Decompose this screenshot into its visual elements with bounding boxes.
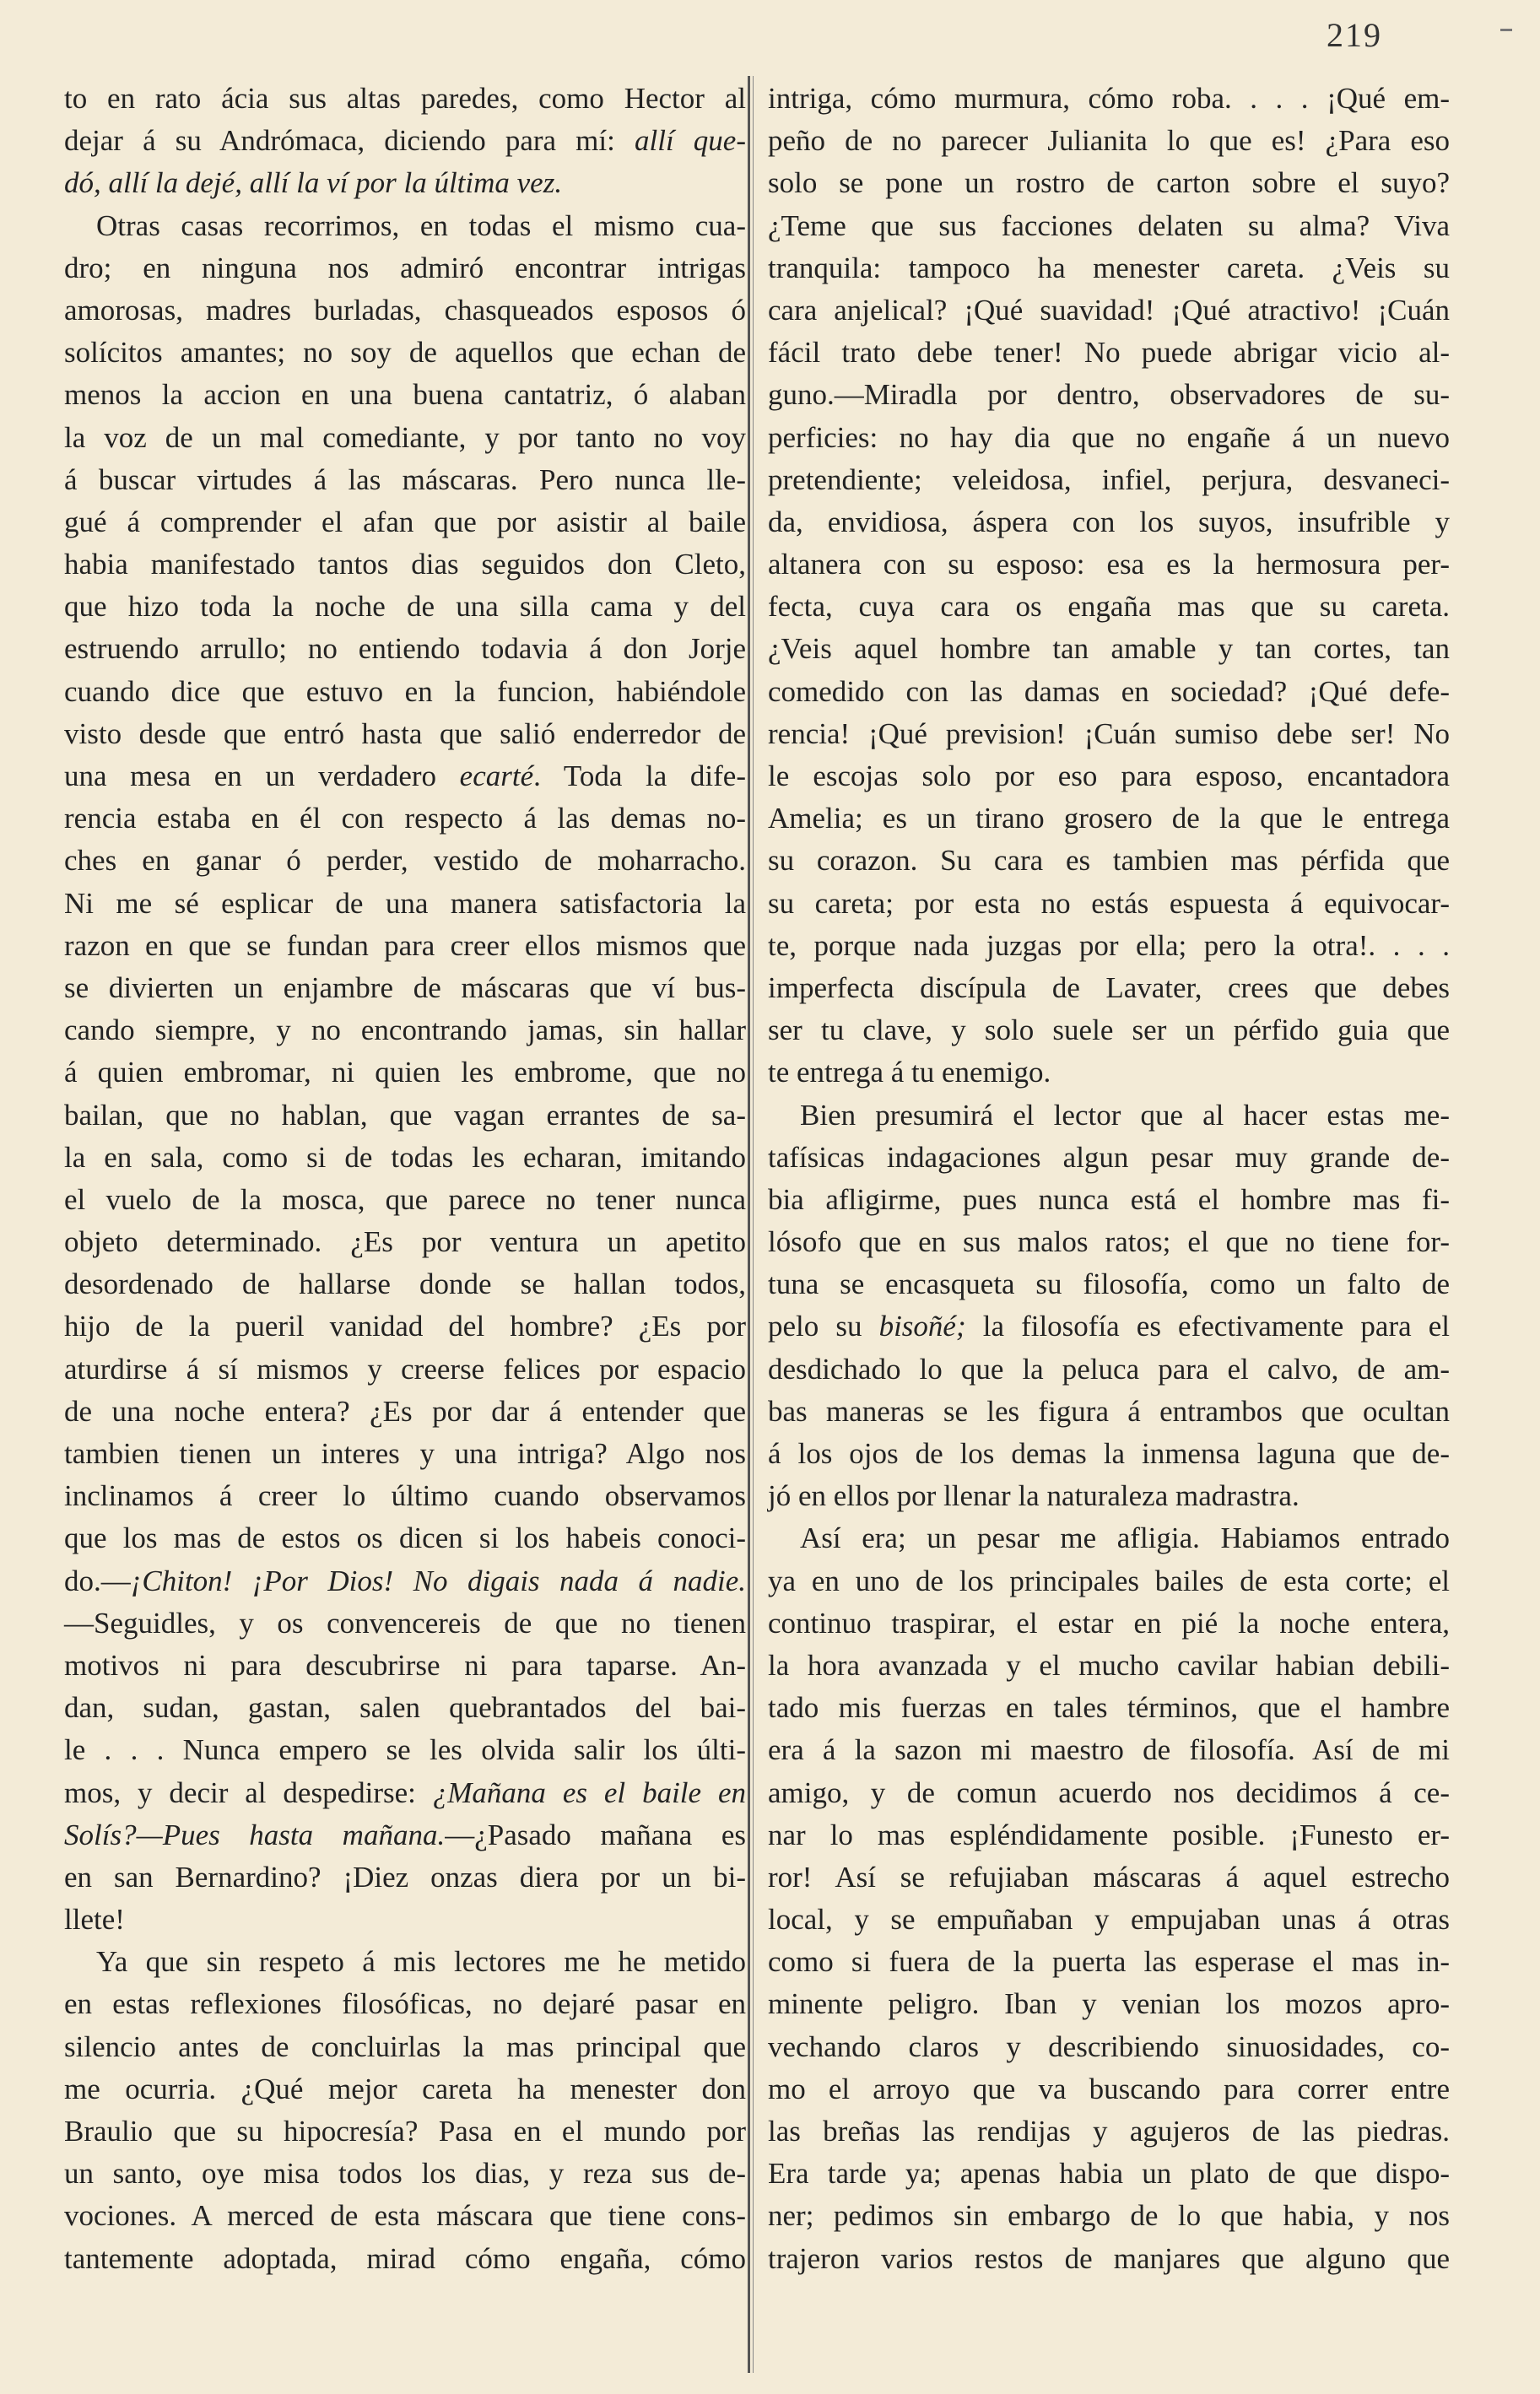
- left-column: [64, 78, 746, 2280]
- text-line: tado mis fuerzas en tales términos, que el hambre: [768, 1691, 1450, 1725]
- text-line: jó en ellos por llenar la naturaleza madrastra.: [768, 1479, 1300, 1513]
- text-line: llete!: [64, 1903, 125, 1937]
- text-line: Solís?—Pues hasta mañana.—¿Pasado mañana es: [64, 1818, 746, 1851]
- text-line: dó, allí la dejé, allí la ví por la última vez.: [64, 166, 563, 200]
- text-line: como si fuera de la puerta las esperase el mas in-: [768, 1945, 1450, 1979]
- text-line: un santo, oye misa todos los dias, y reza sus de-: [64, 2157, 746, 2191]
- right-column: [768, 78, 1450, 2280]
- text-line: ror! Así se refujiaban máscaras á aquel estrecho: [768, 1860, 1450, 1894]
- text-line: desordenado de hallarse donde se hallan todos,: [64, 1267, 746, 1301]
- text-line: nar lo mas espléndidamente posible. ¡Funesto er-: [768, 1818, 1450, 1851]
- text-line: su corazon. Su cara es tambien mas pérfida que: [768, 844, 1450, 878]
- text-line: fecta, cuya cara os engaña mas que su careta.: [768, 590, 1450, 624]
- text-line: dejar á su Andrómaca, diciendo para mí: allí que-: [64, 124, 746, 158]
- text-line: hijo de la pueril vanidad del hombre? ¿Es por: [64, 1310, 746, 1343]
- text-line: bas maneras se les figura á entrambos que ocultan: [768, 1394, 1450, 1428]
- text-line: vociones. A merced de esta máscara que tiene cons-: [64, 2199, 746, 2233]
- text-line: altanera con su esposo: esa es la hermosura per-: [768, 548, 1450, 581]
- text-line: fácil trato debe tener! No puede abrigar vicio al-: [768, 336, 1450, 370]
- text-line: vechando claros y describiendo sinuosidades, co-: [768, 2029, 1450, 2063]
- text-line: á buscar virtudes á las máscaras. Pero nunca lle-: [64, 462, 746, 496]
- text-line: aturdirse á sí mismos y creerse felices por espacio: [64, 1352, 746, 1386]
- text-line: que hizo toda la noche de una silla cama y del: [64, 590, 746, 624]
- text-line: solo se pone un rostro de carton sobre el suyo?: [768, 166, 1450, 200]
- text-line: su careta; por esta no estás espuesta á equivocar-: [768, 886, 1450, 920]
- text-line: to en rato ácia sus altas paredes, como Hector al: [64, 82, 746, 115]
- text-line: visto desde que entró hasta que salió enderredor de: [64, 716, 746, 750]
- text-line: lósofo que en sus malos ratos; el que no tiene for-: [768, 1225, 1450, 1259]
- text-line: intriga, cómo murmura, cómo roba. . . . ¡Qué em-: [768, 82, 1450, 115]
- text-line: Otras casas recorrimos, en todas el mismo cua-: [96, 208, 746, 242]
- text-line: me ocurria. ¿Qué mejor careta ha menester don: [64, 2072, 746, 2105]
- text-line: Ya que sin respeto á mis lectores me he metido: [96, 1945, 746, 1979]
- text-line: cara anjelical? ¡Qué suavidad! ¡Qué atractivo! ¡Cuán: [768, 293, 1450, 327]
- text-line: te, porque nada juzgas por ella; pero la otra!. . . .: [768, 928, 1450, 962]
- text-line: razon en que se fundan para creer ellos mismos que: [64, 928, 746, 962]
- text-line: le escojas solo por eso para esposo, encantadora: [768, 759, 1450, 792]
- text-line: inclinamos á creer lo último cuando observamos: [64, 1479, 746, 1513]
- text-line: motivos ni para descubrirse ni para taparse. An-: [64, 1648, 746, 1682]
- text-line: pelo su bisoñé; la filosofía es efectivamente para el: [768, 1310, 1450, 1343]
- text-line: bia afligirme, pues nunca está el hombre mas fi-: [768, 1182, 1450, 1216]
- text-line: guno.—Miradla por dentro, observadores de su-: [768, 378, 1450, 412]
- text-line: Braulio que su hipocresía? Pasa en el mundo por: [64, 2115, 746, 2148]
- text-line: tuna se encasqueta su filosofía, como un falto de: [768, 1267, 1450, 1301]
- text-line: Amelia; es un tirano grosero de la que le entrega: [768, 802, 1450, 835]
- text-line: minente peligro. Iban y venian los mozos apro-: [768, 1987, 1450, 2021]
- text-line: tafísicas indagaciones algun pesar muy grande de-: [768, 1140, 1450, 1174]
- text-line: se divierten un enjambre de máscaras que ví bus-: [64, 970, 746, 1004]
- text-line: bailan, que no hablan, que vagan errantes de sa-: [64, 1098, 746, 1132]
- text-line: local, y se empuñaban y empujaban unas á otras: [768, 1903, 1450, 1937]
- text-line: gué á comprender el afan que por asistir al baile: [64, 505, 746, 538]
- text-line: rencia! ¡Qué prevision! ¡Cuán sumiso debe ser! No: [768, 716, 1450, 750]
- text-line: menos la accion en una buena cantatriz, ó alaban: [64, 378, 746, 412]
- text-line: Ni me sé esplicar de una manera satisfactoria la: [64, 886, 746, 920]
- text-line: á los ojos de los demas la inmensa laguna que de-: [768, 1437, 1450, 1470]
- text-line: las breñas las rendijas y agujeros de las piedras.: [768, 2115, 1450, 2148]
- text-line: dro; en ninguna nos admiró encontrar intrigas: [64, 251, 746, 284]
- text-line: rencia estaba en él con respecto á las demas no-: [64, 802, 746, 835]
- text-line: te entrega á tu enemigo.: [768, 1056, 1051, 1089]
- column-rule-inner: [753, 76, 754, 2373]
- text-line: ¿Veis aquel hombre tan amable y tan cortes, tan: [768, 632, 1450, 666]
- text-line: ¿Teme que sus facciones delaten su alma? Viva: [768, 208, 1450, 242]
- text-line: silencio antes de concluirlas la mas principal que: [64, 2029, 746, 2063]
- text-line: estruendo arrullo; no entiendo todavia á don Jorje: [64, 632, 746, 666]
- text-line: era á la sazon mi maestro de filosofía. Así de mi: [768, 1733, 1450, 1767]
- text-line: da, envidiosa, áspera con los suyos, insufrible y: [768, 505, 1450, 538]
- text-line: le . . . Nunca empero se les olvida salir los últi-: [64, 1733, 746, 1767]
- text-line: Así era; un pesar me afligia. Habiamos entrado: [800, 1521, 1450, 1555]
- text-line: do.—¡Chiton! ¡Por Dios! No digais nada á nadie.: [64, 1564, 746, 1597]
- text-line: la en sala, como si de todas les echaran, imitando: [64, 1140, 746, 1174]
- text-line: ches en ganar ó perder, vestido de moharracho.: [64, 844, 746, 878]
- text-line: desdichado lo que la peluca para el calvo, de am-: [768, 1352, 1450, 1386]
- text-line: continuo traspirar, el estar en pié la noche entera,: [768, 1606, 1450, 1640]
- text-line: la voz de un mal comediante, y por tanto no voy: [64, 420, 746, 454]
- text-line: ser tu clave, y solo suele ser un pérfido guia que: [768, 1013, 1450, 1047]
- text-line: dan, sudan, gastan, salen quebrantados del bai-: [64, 1691, 746, 1725]
- page-number: 219: [1327, 16, 1382, 54]
- text-line: una mesa en un verdadero ecarté. Toda la dife-: [64, 759, 746, 792]
- text-line: que los mas de estos os dicen si los habeis conoci-: [64, 1521, 746, 1555]
- text-line: la hora avanzada y el mucho cavilar habian debili-: [768, 1648, 1450, 1682]
- column-rule: [748, 76, 750, 2373]
- text-line: Bien presumirá el lector que al hacer estas me-: [800, 1098, 1450, 1132]
- text-line: ya en uno de los principales bailes de esta corte; el: [768, 1564, 1450, 1597]
- text-line: amigo, y de comun acuerdo nos decidimos á ce-: [768, 1775, 1450, 1809]
- text-line: —Seguidles, y os convencereis de que no tienen: [64, 1606, 746, 1640]
- text-line: Era tarde ya; apenas habia un plato de que dispo-: [768, 2157, 1450, 2191]
- text-line: peño de no parecer Julianita lo que es! ¿Para eso: [768, 124, 1450, 158]
- corner-dash: [1500, 29, 1512, 31]
- text-line: trajeron varios restos de manjares que alguno que: [768, 2241, 1450, 2275]
- text-line: habia manifestado tantos dias seguidos don Cleto,: [64, 548, 746, 581]
- text-line: de una noche entera? ¿Es por dar á entender que: [64, 1394, 746, 1428]
- text-line: amorosas, madres burladas, chasqueados esposos ó: [64, 293, 746, 327]
- text-line: mo el arroyo que va buscando para correr entre: [768, 2072, 1450, 2105]
- text-line: en estas reflexiones filosóficas, no dejaré pasar en: [64, 1987, 746, 2021]
- text-line: tranquila: tampoco ha menester careta. ¿Veis su: [768, 251, 1450, 284]
- text-line: á quien embromar, ni quien les embrome, que no: [64, 1056, 746, 1089]
- text-line: objeto determinado. ¿Es por ventura un apetito: [64, 1225, 746, 1259]
- text-line: tambien tienen un interes y una intriga? Algo nos: [64, 1437, 746, 1470]
- text-line: tantemente adoptada, mirad cómo engaña, cómo: [64, 2241, 746, 2275]
- text-line: pretendiente; veleidosa, infiel, perjura, desvaneci-: [768, 462, 1450, 496]
- text-line: solícitos amantes; no soy de aquellos que echan de: [64, 336, 746, 370]
- text-line: cuando dice que estuvo en la funcion, habiéndole: [64, 674, 746, 708]
- text-line: ner; pedimos sin embargo de lo que habia, y nos: [768, 2199, 1450, 2233]
- text-line: comedido con las damas en sociedad? ¡Qué defe-: [768, 674, 1450, 708]
- text-line: el vuelo de la mosca, que parece no tener nunca: [64, 1182, 746, 1216]
- text-line: imperfecta discípula de Lavater, crees que debes: [768, 970, 1450, 1004]
- text-line: perficies: no hay dia que no engañe á un nuevo: [768, 420, 1450, 454]
- text-line: en san Bernardino? ¡Diez onzas diera por un bi-: [64, 1860, 746, 1894]
- text-line: mos, y decir al despedirse: ¿Mañana es el baile en: [64, 1775, 746, 1809]
- text-line: cando siempre, y no encontrando jamas, sin hallar: [64, 1013, 746, 1047]
